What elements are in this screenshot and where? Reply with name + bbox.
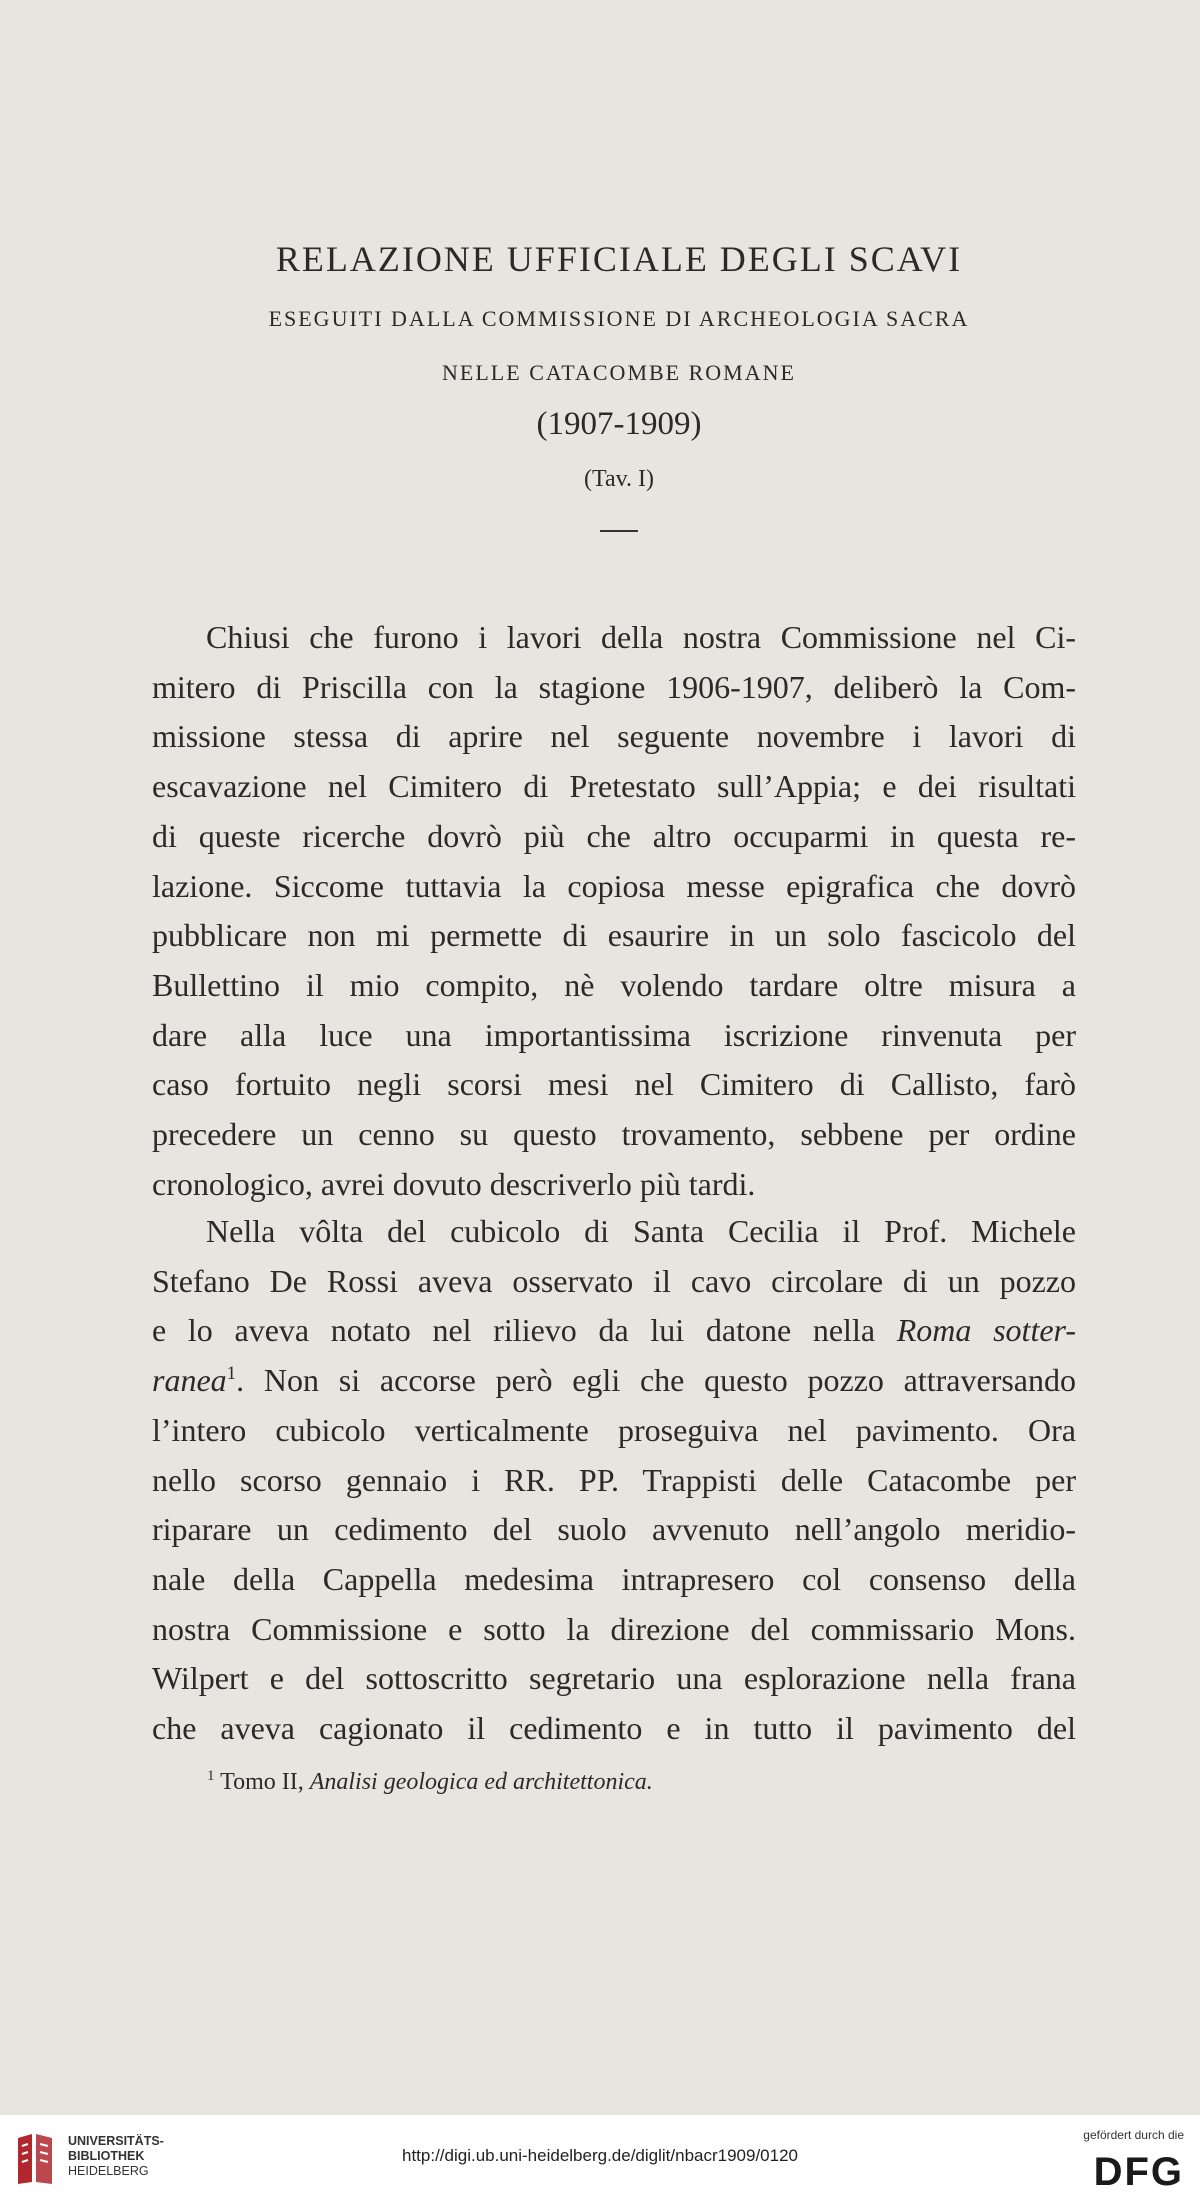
text-line: nello scorso gennaio i RR. PP. Trappisti delle Catacombe per	[152, 1461, 1076, 1498]
text-line: Stefano De Rossi aveva osservato il cavo circolare di un pozzo	[152, 1262, 1076, 1299]
text-line: cronologico, avrei dovuto descriverlo più tardi.	[152, 1165, 756, 1202]
article-title: RELAZIONE UFFICIALE DEGLI SCAVI	[275, 239, 963, 279]
plate-reference: (Tav. I)	[583, 466, 655, 492]
text-line: Wilpert e del sottoscritto segretario una esplorazione nella frana	[152, 1660, 1076, 1697]
text-line	[152, 1356, 1076, 1406]
footnote-marker: 1	[207, 1768, 215, 1784]
permalink-url[interactable]: http://digi.ub.uni-heidelberg.de/diglit/nbacr1909/0120	[401, 2146, 798, 2165]
paragraph-1	[152, 613, 1076, 1209]
text-line: nostra Commissione e sotto la direzione del commissario Mons.	[152, 1610, 1076, 1647]
text-line: nale della Cappella medesima intrapresero col consenso della	[152, 1560, 1076, 1597]
footnote-text: Tomo II,	[220, 1769, 310, 1795]
book-title-italic: Roma sotter-	[896, 1312, 1077, 1349]
divider	[600, 530, 638, 532]
text-line: pubblicare non mi permette di esaurire in un solo fascicolo del	[152, 917, 1076, 954]
text-segment: . Non si accorse però egli che questo pozzo attraversando	[236, 1362, 1076, 1399]
text-segment: e lo aveva notato nel rilievo da lui datone nella	[152, 1312, 897, 1349]
text-line: di queste ricerche dovrò più che altro occuparmi in questa re-	[152, 817, 1076, 854]
library-name-line: HEIDELBERG	[68, 2164, 149, 2178]
text-line: missione stessa di aprire nel seguente novembre i lavori di	[152, 718, 1076, 755]
dfg-logo[interactable]: DFG	[1093, 2150, 1184, 2194]
text-line: caso fortuito negli scorsi mesi nel Cimitero di Callisto, farò	[152, 1066, 1076, 1103]
text-line: che aveva cagionato il cedimento e in tutto il pavimento del	[152, 1710, 1076, 1747]
text-line: escavazione nel Cimitero di Pretestato sull’Appia; e dei risultati	[152, 768, 1076, 805]
text-line: l’intero cubicolo verticalmente proseguiva nel pavimento. Ora	[152, 1411, 1076, 1448]
text-line: lazione. Siccome tuttavia la copiosa messe epigrafica che dovrò	[152, 867, 1076, 904]
footnote-italic: Analisi geologica ed architettonica.	[309, 1769, 653, 1795]
paragraph-2	[152, 1207, 1076, 1754]
text-line: Bullettino il mio compito, nè volendo tardare oltre misura a	[152, 966, 1076, 1003]
library-name-line: UNIVERSITÄTS-	[68, 2134, 164, 2148]
text-line: precedere un cenno su questo trovamento, sebbene per ordine	[152, 1116, 1076, 1153]
text-line: riparare un cedimento del suolo avvenuto nell’angolo meridio-	[152, 1511, 1076, 1548]
article-subtitle: ESEGUITI DALLA COMMISSIONE DI ARCHEOLOGIA SACRA	[268, 306, 970, 331]
text-line: Nella vôlta del cubicolo di Santa Cecilia il Prof. Michele	[206, 1213, 1076, 1249]
book-title-italic: ranea	[152, 1362, 227, 1399]
text-line: dare alla luce una importantissima iscrizione rinvenuta per	[152, 1016, 1076, 1053]
article-subtitle-2: NELLE CATACOMBE ROMANE	[442, 360, 796, 385]
article-years: (1907-1909)	[536, 406, 702, 442]
footnote	[207, 1769, 653, 1796]
text-line: mitero di Priscilla con la stagione 1906-1907, deliberò la Com-	[152, 668, 1076, 705]
footnote-ref[interactable]: 1	[226, 1363, 237, 1385]
text-line	[152, 1306, 1076, 1356]
funded-by-label: gefördert durch die	[1083, 2128, 1184, 2142]
library-name-line: BIBLIOTHEK	[68, 2149, 145, 2163]
text-line: Chiusi che furono i lavori della nostra Commissione nel Ci-	[206, 619, 1076, 655]
